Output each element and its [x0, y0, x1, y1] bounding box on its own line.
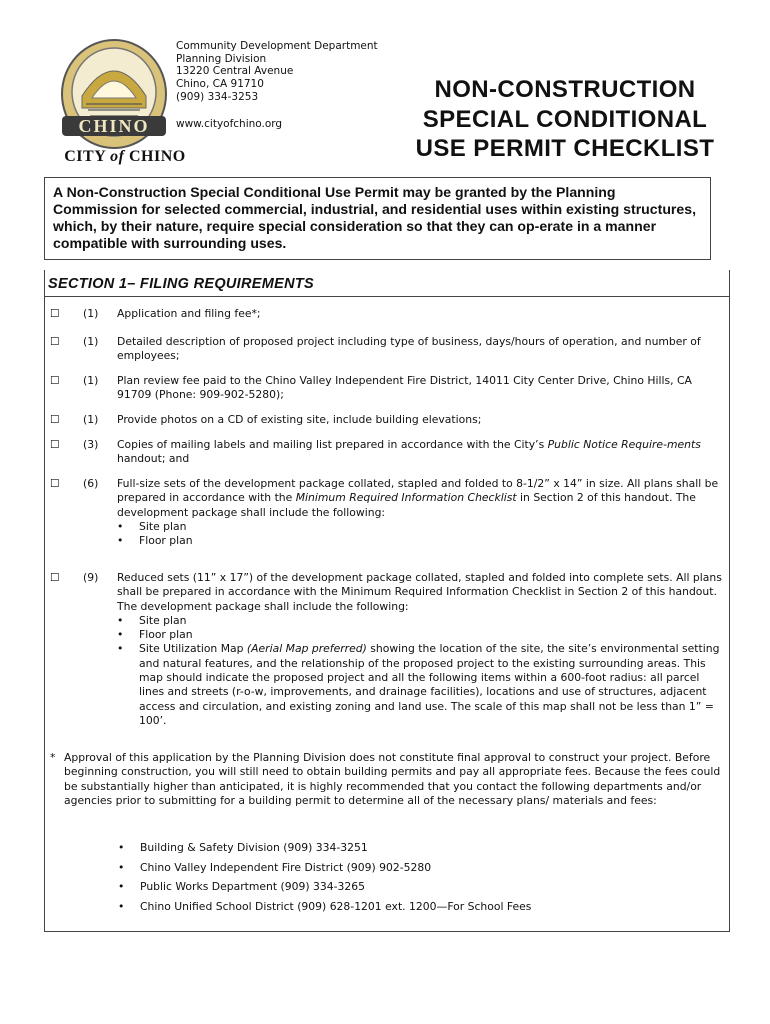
- item-text: Provide photos on a CD of existing site, include building elevations;: [117, 413, 482, 426]
- contact-item: • Chino Unified School District (909) 628-1201 ext. 1200—For School Fees: [118, 897, 531, 917]
- section-divider: [44, 296, 730, 297]
- bullet-item: • Floor plan: [117, 628, 724, 642]
- checkbox[interactable]: ☐: [50, 307, 60, 320]
- item-text: Full-size sets of the development package collated, stapled and folded to 8-1/2” x 14” in size. All plans shall be prepared in accordance with the Minimum Required Information Checklist in Section 2 of this handout. The development package shall include the following: • Site plan • Floor plan: [117, 477, 724, 548]
- item-text: Copies of mailing labels and mailing list prepared in accordance with the City’s Public Notice Require-ments handout; and: [117, 438, 701, 466]
- contact-list: [118, 838, 531, 917]
- website-link[interactable]: www.cityofchino.org: [176, 117, 283, 130]
- bullet-item: • Floor plan: [117, 534, 724, 548]
- item-quantity: (9): [83, 571, 99, 584]
- contact-item: • Chino Valley Independent Fire District (909) 902-5280: [118, 858, 531, 878]
- item-quantity: (1): [83, 335, 99, 348]
- intro-text: A Non-Construction Special Conditional Use Permit may be granted by the Planning Commission for selected commercial, industrial, and residential uses within existing structures, which, by their nature, require special consideration so that they can op-erate in a manner compatible with surrounding uses.: [53, 184, 697, 251]
- checkbox[interactable]: ☐: [50, 477, 60, 490]
- item-quantity: (6): [83, 477, 99, 490]
- item-text: Detailed description of proposed project including type of business, days/hours of operation, and number of employees;: [117, 335, 701, 363]
- bullet-item: • Site plan: [117, 614, 724, 628]
- item-text: Reduced sets (11” x 17”) of the development package collated, stapled and folded into complete sets. All plans shall be prepared in accordance with the Minimum Required Information Checklist in Section 2 of this handout. The development package shall include the following: • Site plan • Floor plan • Site Utilization Map (Aerial Map preferred) showing the location of the site, the site’s environmental setting and natural features, and the relationship of the proposed project to the existing surrounding areas. This map should indicate the proposed project and all the following items within a 600-foot radius: all parcel lines and streets (r-o-w, improvements, and drainage facilities), locations and use of structures, adjacent access and circulation, and existing zoning and land use. The scale of this map shall not be less than 1” = 100’.: [117, 571, 724, 728]
- intro-box: [44, 177, 711, 260]
- department-name: Community Development Department: [176, 40, 378, 52]
- item-quantity: (1): [83, 307, 99, 320]
- item-text: Plan review fee paid to the Chino Valley Independent Fire District, 14011 City Center Drive, Chino Hills, CA 91709 (Phone: 909-902-5280);: [117, 374, 692, 402]
- svg-text:CHINO: CHINO: [78, 116, 150, 136]
- division-name: Planning Division: [176, 52, 267, 65]
- city-name: CITY of CHINO: [64, 148, 186, 165]
- section-heading: SECTION 1– FILING REQUIREMENTS: [48, 276, 314, 292]
- checkbox[interactable]: ☐: [50, 413, 60, 426]
- bullet-item: • Site plan: [117, 520, 724, 534]
- document-title: NON-CONSTRUCTION SPECIAL CONDITIONAL USE PERMIT CHECKLIST: [415, 76, 715, 162]
- bullet-item: • Site Utilization Map (Aerial Map preferred) showing the location of the site, the site’s environmental setting and natural features, and the relationship of the proposed project to the existing surrounding areas. This map should indicate the proposed project and all the following items within a 600-foot radius: all parcel lines and streets (r-o-w, improvements, and drainage facilities), locations and use of structures, adjacent access and circulation, and existing zoning and land use. The scale of this map shall not be less than 1” = 100’.: [117, 642, 724, 728]
- item-quantity: (1): [83, 374, 99, 387]
- city-state-zip: Chino, CA 91710: [176, 78, 264, 91]
- item-text: Application and filing fee*;: [117, 307, 261, 320]
- item-quantity: (3): [83, 438, 99, 451]
- checkbox[interactable]: ☐: [50, 335, 60, 348]
- checkbox[interactable]: ☐: [50, 374, 60, 387]
- contact-item: • Public Works Department (909) 334-3265: [118, 877, 531, 897]
- note-text: Approval of this application by the Planning Division does not constitute final approval to construct your project. Before beginning construction, you will still need to obtain building permits and pay all appropriate fees. Because the fees could be substantially higher than anticipated, it is highly recommended that you contact the following departments and/or agencies prior to submitting for a building permit to determine all of the necessary plans/ materials and fees:: [64, 751, 721, 807]
- checkbox[interactable]: ☐: [50, 438, 60, 451]
- footnote-marker: *: [50, 751, 56, 764]
- street-address: 13220 Central Avenue: [176, 65, 294, 78]
- item-quantity: (1): [83, 413, 99, 426]
- phone-number: (909) 334-3253: [176, 90, 259, 103]
- checkbox[interactable]: ☐: [50, 571, 60, 584]
- department-address: [176, 40, 378, 130]
- contact-item: • Building & Safety Division (909) 334-3251: [118, 838, 531, 858]
